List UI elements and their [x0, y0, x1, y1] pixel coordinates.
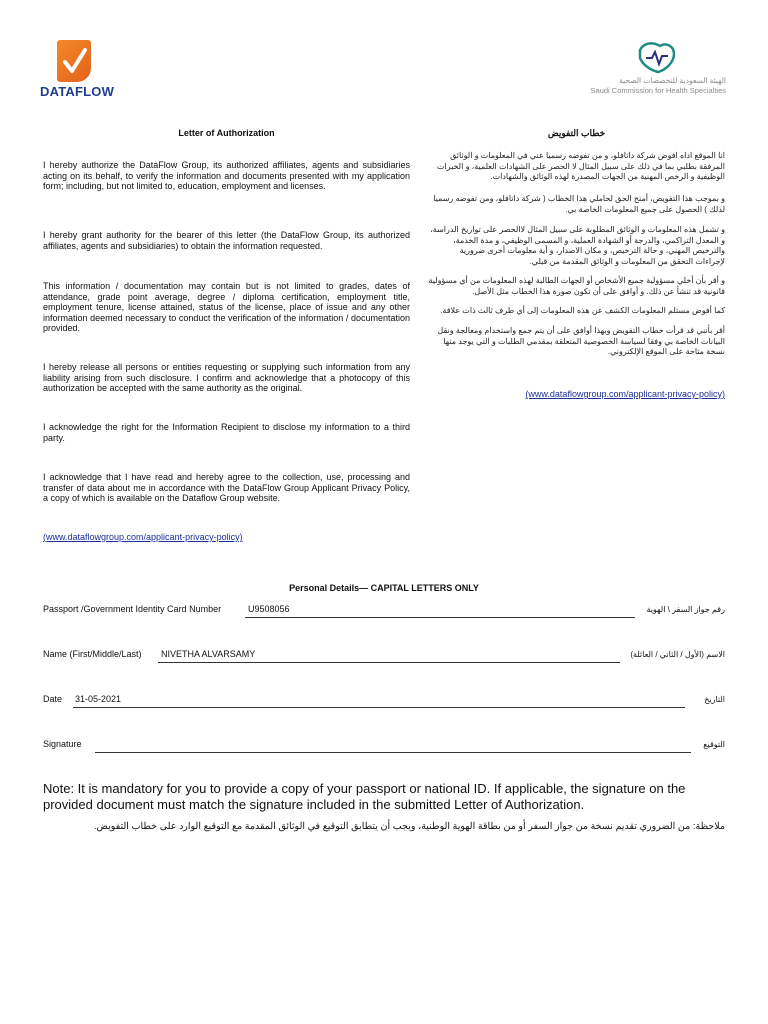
date-label-ar: التاريخ [704, 695, 725, 704]
english-paragraph-1: I hereby authorize the DataFlow Group, its authorized affiliates, agents and subsidiaries acting on its behalf, to verify the information and documents presented with my application form; including, but not limited to, education, employment and licenses. [43, 160, 410, 191]
arabic-paragraph-3: و تشمل هذه المعلومات و الوثائق المطلوبة على سبيل المثال لاالحصر على تواريخ الدراسة، و المعدل التراكمي، والدرجة أو الشهادة العملية، و المسمى الوظيفي، و مدة الخدمة، والترخيص المهني، و حالة الترخيص، و مكان الاصدار، و أية معلومات أخرى ضرورية لإجراءات التحقق من المعلومات و الوثائق المقدمة من قبلي. [430, 225, 725, 266]
passport-field[interactable] [245, 605, 635, 618]
scfhs-logo [586, 40, 726, 98]
passport-row [43, 604, 725, 618]
english-paragraph-6: I acknowledge that I have read and hereby agree to the collection, use, processing and transfer of data about me in accordance with the DataFlow Group Applicant Privacy Policy, a copy of which is available on the Dataflow Group website. [43, 472, 410, 503]
english-paragraph-5: I acknowledge the right for the Information Recipient to disclose my information to a third party. [43, 422, 410, 443]
dataflow-logo-text: DATAFLOW [40, 84, 115, 99]
scfhs-logo-en: Saudi Commission for Health Specialties [590, 86, 726, 95]
english-title: Letter of Authorization [178, 128, 275, 138]
arabic-title: خطاب التفويض [547, 128, 606, 138]
note-english: Note: It is mandatory for you to provide a copy of your passport or national ID. If applicable, the signature on the provided document must match the signature included in the submitted Letter of Authorization. [43, 781, 686, 812]
signature-field[interactable] [95, 740, 691, 753]
privacy-policy-link-en[interactable]: (www.dataflowgroup.com/applicant-privacy-policy) [43, 532, 243, 542]
passport-label: Passport /Government Identity Card Number [43, 604, 222, 614]
note-arabic: ملاحظة: من الضروري تقديم نسخة من جواز السفر أو من بطاقة الهوية الوطنية، ويجب أن يتطابق التوقيع في الوثائق المقدمة مع التوقيع الوارد على خطاب التفويض. [93, 821, 725, 832]
english-paragraph-3: This information / documentation may contain but is not limited to grades, dates of attendance, grade point average, degree / diploma certification, employment title, employment tenure, license attained, status of the license, place of issue and any other information deemed necessary to conduct the verification of the information / documentation provided. [43, 281, 410, 333]
dataflow-check-icon [57, 40, 91, 82]
date-row [43, 694, 725, 708]
name-label: Name (First/Middle/Last) [43, 649, 142, 659]
signature-row [43, 739, 725, 753]
passport-value: U9508056 [248, 604, 290, 614]
arabic-paragraph-5: كما أفوض مستلم المعلومات الكشف عن هذه المعلومات إلى أي طرف ثالث ذات علاقة. [440, 306, 725, 315]
name-row [43, 649, 725, 663]
personal-details-title: Personal Details— CAPITAL LETTERS ONLY [289, 583, 479, 593]
privacy-policy-link-ar[interactable]: (www.dataflowgroup.com/applicant-privacy-policy) [525, 389, 725, 399]
date-value: 31-05-2021 [75, 694, 122, 704]
arabic-paragraph-4: و أقر بأن أخلي مسؤولية جميع الأشخاص أو الجهات الطالبة لهذه المعلومات من أي مسؤولية قانونية قد تنشأ عن ذلك. و أوافق على أن تكون صورة هذا الخطاب مثل الأصل. [428, 276, 725, 296]
signature-label-ar: التوقيع [703, 740, 725, 749]
arabic-paragraph-1: انا الموقع اداه افوض شركة داتافلو، و من تفوضه رسميا عني في المعلومات و الوثائق المرفقة بطلبي بما في ذلك على سبيل المثال لا الحصر على الشهادات العلمية، و الخبرات الوظيفية و الرخص المهنية من الجهات المصدرة لهذه الوثائق والشهادات. [436, 151, 725, 181]
date-field[interactable] [73, 695, 685, 708]
english-paragraph-2: I hereby grant authority for the bearer of this letter (the DataFlow Group, its authorized affiliates, agents and subsidiaries) to obtain the information requested. [43, 230, 410, 251]
arabic-paragraph-6: أقر بأنني قد قرأت خطاب التفويض وبهذا أوافق على أن يتم جمع واستخدام ومعالجة ونقل البيانات الخاصة بي وفقا لسياسة الخصوصية المتعلقة بمقدمي الطلبات و التي يوجد منها نسخة متاحة على الموقع الإلكتروني. [437, 326, 725, 356]
scfhs-logo-ar: الهيئة السعودية للتخصصات الصحية [619, 76, 726, 85]
scfhs-map-icon [636, 40, 678, 74]
dataflow-logo [40, 40, 115, 100]
passport-label-ar: رقم جواز السفر \ الهوية [646, 605, 725, 614]
arabic-paragraph-2: و بموجب هذا التفويض، أمنح الحق لحاملي هذا الخطاب ( شركة داتافلو، ومن تفوضه رسميا لذلك ) الحصول على جميع المعلومات الخاصة بي. [433, 194, 725, 214]
name-label-ar: الاسم (الأول / الثاني / العائلة) [630, 650, 725, 659]
english-paragraph-4: I hereby release all persons or entities requesting or supplying such information from any liability arising from such disclosure. I confirm and acknowledge that a photocopy of this authorization be accepted with the same authority as the original. [43, 362, 410, 393]
signature-label: Signature [43, 739, 82, 749]
date-label: Date [43, 694, 63, 704]
name-value: NIVETHA ALVARSAMY [161, 649, 256, 659]
